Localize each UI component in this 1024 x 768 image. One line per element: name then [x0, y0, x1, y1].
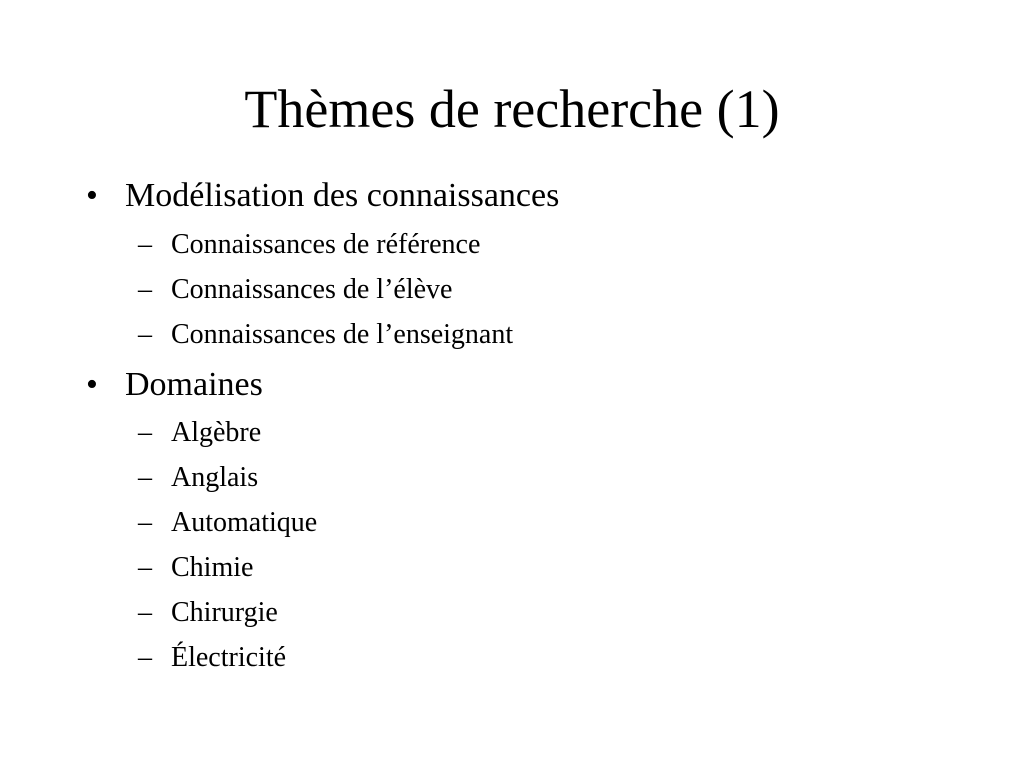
sub-item-label: Connaissances de référence	[171, 229, 481, 260]
dash-marker: –	[138, 319, 152, 350]
dash-marker: –	[138, 642, 152, 673]
dash-marker: –	[138, 462, 152, 493]
sub-item-label: Chirurgie	[171, 597, 278, 628]
sub-item-label: Chimie	[171, 552, 254, 583]
dash-marker: –	[138, 274, 152, 305]
dash-marker: –	[138, 552, 152, 583]
bullet-marker: •	[86, 366, 98, 403]
sub-item-label: Connaissances de l’enseignant	[171, 319, 514, 350]
slide-title: Thèmes de recherche (1)	[244, 79, 780, 139]
bullet-label: Modélisation des connaissances	[125, 177, 560, 214]
sub-item-label: Automatique	[171, 507, 318, 538]
sub-item-label: Électricité	[171, 642, 287, 673]
sub-item-label: Algèbre	[171, 417, 262, 448]
sub-item-label: Anglais	[171, 462, 259, 493]
bullet-marker: •	[86, 177, 98, 214]
bullet-label: Domaines	[125, 366, 263, 403]
dash-marker: –	[138, 597, 152, 628]
dash-marker: –	[138, 229, 152, 260]
dash-marker: –	[138, 417, 152, 448]
dash-marker: –	[138, 507, 152, 538]
sub-item-label: Connaissances de l’élève	[171, 274, 453, 305]
